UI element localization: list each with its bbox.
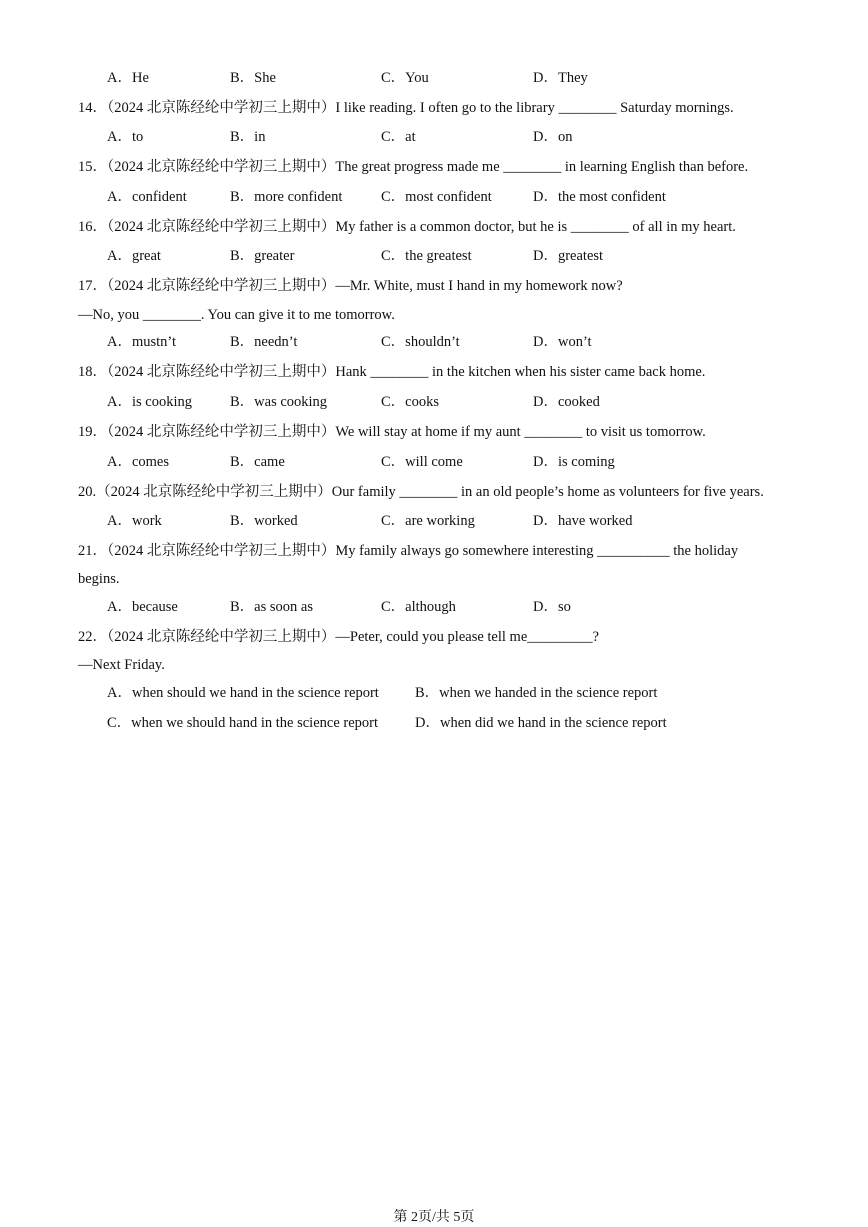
answer-option: A．confident xyxy=(107,189,187,205)
answer-option: A．He xyxy=(107,70,149,86)
answer-option: D．cooked xyxy=(533,394,600,410)
answer-option: B．greater xyxy=(230,248,295,264)
question-text: 16．（2024 北京陈经纶中学初三上期中）My father is a common doctor, but he is ________ of all in my heart. xyxy=(78,219,736,235)
answer-option: B．as soon as xyxy=(230,599,313,615)
answer-option: B．when we handed in the science report xyxy=(415,685,658,701)
answer-option: C．You xyxy=(381,70,429,86)
answer-option: A．work xyxy=(107,513,162,529)
answer-option: C．will come xyxy=(381,454,463,470)
question-text: 21．（2024 北京陈经纶中学初三上期中）My family always go somewhere interesting __________ the holiday xyxy=(78,543,739,559)
answer-option: C．most confident xyxy=(381,189,492,205)
question-text: 18．（2024 北京陈经纶中学初三上期中）Hank ________ in the kitchen when his sister came back home. xyxy=(78,364,706,380)
answer-option: C．shouldn’t xyxy=(381,334,460,350)
answer-option: C．at xyxy=(381,129,416,145)
answer-option: C．cooks xyxy=(381,394,439,410)
answer-option: A．to xyxy=(107,129,144,145)
answer-option: B．came xyxy=(230,454,285,470)
answer-option: C．when we should hand in the science report xyxy=(107,715,378,731)
answer-option: C．although xyxy=(381,599,456,615)
answer-option: A．comes xyxy=(107,454,170,470)
answer-option: D．is coming xyxy=(533,454,615,470)
question-text: 19．（2024 北京陈经纶中学初三上期中）We will stay at home if my aunt ________ to visit us tomorrow. xyxy=(78,424,706,440)
question-text: 15．（2024 北京陈经纶中学初三上期中）The great progress made me ________ in learning English than before. xyxy=(78,159,749,175)
answer-option: B．She xyxy=(230,70,276,86)
answer-option: D．on xyxy=(533,129,573,145)
answer-option: B．worked xyxy=(230,513,298,529)
answer-option: D．They xyxy=(533,70,588,86)
answer-option: C．are working xyxy=(381,513,475,529)
page-footer: 第 2页/共 5页 xyxy=(393,1210,475,1225)
question-continuation: begins. xyxy=(78,571,120,587)
answer-option: A．is cooking xyxy=(107,394,192,410)
answer-option: D．when did we hand in the science report xyxy=(415,715,667,731)
question-text: 17．（2024 北京陈经纶中学初三上期中）—Mr. White, must I hand in my homework now? xyxy=(78,278,623,294)
answer-option: B．needn’t xyxy=(230,334,298,350)
question-continuation: —Next Friday. xyxy=(78,657,165,673)
answer-option: D．the most confident xyxy=(533,189,666,205)
answer-option: A．because xyxy=(107,599,178,615)
question-text: 22．（2024 北京陈经纶中学初三上期中）—Peter, could you please tell me_________? xyxy=(78,629,599,645)
question-text: 14．（2024 北京陈经纶中学初三上期中）I like reading. I often go to the library ________ Saturday mornings. xyxy=(78,100,734,116)
answer-option: B．was cooking xyxy=(230,394,328,410)
answer-option: B．more confident xyxy=(230,189,343,205)
answer-option: D．won’t xyxy=(533,334,592,350)
answer-option: D．greatest xyxy=(533,248,604,264)
answer-option: C．the greatest xyxy=(381,248,472,264)
answer-option: A．when should we hand in the science report xyxy=(107,685,379,701)
question-text: 20.（2024 北京陈经纶中学初三上期中）Our family ________ in an old people’s home as volunteers for five years. xyxy=(78,484,764,500)
answer-option: D．so xyxy=(533,599,571,615)
answer-option: B．in xyxy=(230,129,266,145)
question-continuation: —No, you ________. You can give it to me tomorrow. xyxy=(78,307,395,323)
answer-option: D．have worked xyxy=(533,513,633,529)
answer-option: A．great xyxy=(107,248,161,264)
answer-option: A．mustn’t xyxy=(107,334,177,350)
